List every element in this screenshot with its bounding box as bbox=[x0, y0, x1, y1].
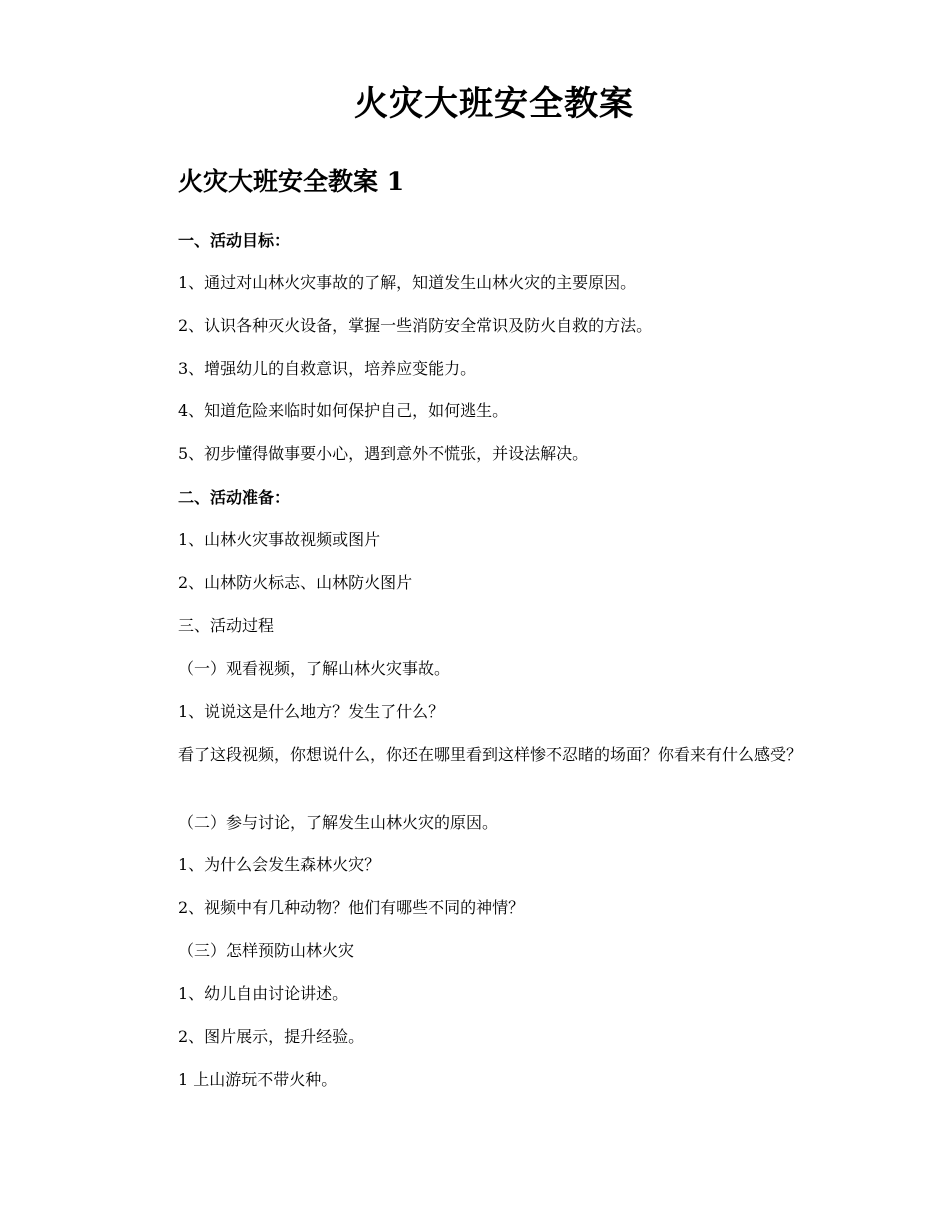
goal-item-3: 3、增强幼儿的自救意识，培养应变能力。 bbox=[178, 359, 477, 378]
process-step-2: （二）参与讨论，了解发生山林火灾的原因。 bbox=[178, 813, 499, 832]
goal-item-5: 5、初步懂得做事要小心，遇到意外不慌张，并设法解决。 bbox=[178, 444, 589, 463]
process-item-3: 1 上山游玩不带火种。 bbox=[178, 1070, 338, 1089]
goal-item-1: 1、通过对山林火灾事故的了解，知道发生山林火灾的主要原因。 bbox=[178, 273, 637, 292]
process-item-2: 2、图片展示，提升经验。 bbox=[178, 1027, 365, 1046]
process-step-1: （一）观看视频，了解山林火灾事故。 bbox=[178, 659, 451, 678]
prep-item-1: 1、山林火灾事故视频或图片 bbox=[178, 530, 381, 549]
process-step-3: （三）怎样预防山林火灾 bbox=[178, 941, 355, 960]
process-question-3: 2、视频中有几种动物？他们有哪些不同的神情？ bbox=[178, 898, 525, 917]
heading-activity-goals: 一、活动目标： bbox=[178, 231, 291, 250]
heading-activity-prep: 二、活动准备： bbox=[178, 488, 291, 507]
process-discussion-paragraph: 看了这段视频，你想说什么，你还在哪里看到这样惨不忍睹的场面？你看来有什么感受？ bbox=[178, 745, 803, 764]
document-title: 火灾大班安全教案 bbox=[354, 84, 634, 124]
heading-activity-process: 三、活动过程 bbox=[178, 616, 275, 635]
prep-item-2: 2、山林防火标志、山林防火图片 bbox=[178, 573, 413, 592]
section-heading: 火灾大班安全教案 1 bbox=[178, 167, 405, 196]
process-question-2: 1、为什么会发生森林火灾？ bbox=[178, 855, 381, 874]
goal-item-2: 2、认识各种灭火设备，掌握一些消防安全常识及防火自救的方法。 bbox=[178, 316, 653, 335]
process-question-1: 1、说说这是什么地方？发生了什么？ bbox=[178, 702, 445, 721]
goal-item-4: 4、知道危险来临时如何保护自己，如何逃生。 bbox=[178, 401, 509, 420]
process-item-1: 1、幼儿自由讨论讲述。 bbox=[178, 984, 349, 1003]
